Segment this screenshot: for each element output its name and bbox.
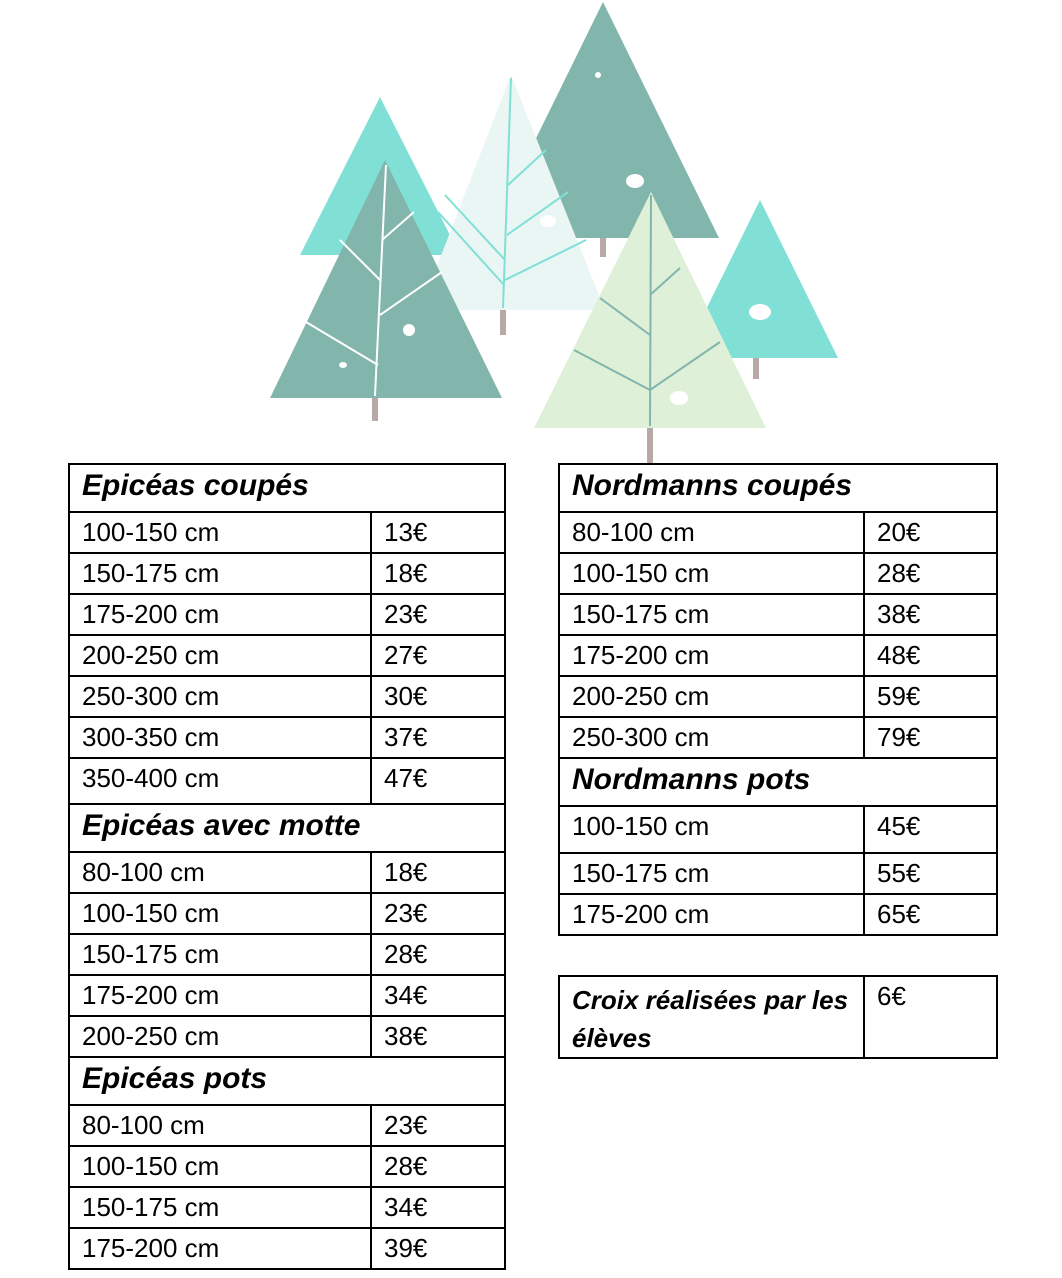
table-row xyxy=(69,934,505,975)
size-cell: 300-350 cm xyxy=(69,717,371,758)
table-row xyxy=(69,594,505,635)
size-cell: 150-175 cm xyxy=(69,553,371,594)
price-cell: 45€ xyxy=(864,806,997,853)
size-cell: 175-200 cm xyxy=(559,894,864,935)
price-cell: 18€ xyxy=(371,852,505,893)
size-cell: 350-400 cm xyxy=(69,758,371,804)
size-cell: 100-150 cm xyxy=(559,553,864,594)
price-cell: 34€ xyxy=(371,1187,505,1228)
price-cell: 28€ xyxy=(371,1146,505,1187)
croix-label: Croix réalisées par les élèves xyxy=(559,976,864,1058)
size-cell: 100-150 cm xyxy=(69,1146,371,1187)
size-cell: 150-175 cm xyxy=(69,934,371,975)
price-cell: 38€ xyxy=(864,594,997,635)
table-row xyxy=(69,635,505,676)
table-row xyxy=(69,1016,505,1057)
price-cell: 23€ xyxy=(371,1105,505,1146)
price-cell: 30€ xyxy=(371,676,505,717)
price-cell: 27€ xyxy=(371,635,505,676)
price-cell: 18€ xyxy=(371,553,505,594)
trees-illustration xyxy=(0,0,1062,470)
price-cell: 47€ xyxy=(371,758,505,804)
table-row xyxy=(69,512,505,553)
section-title-nordmanns-pots: Nordmanns pots xyxy=(559,758,997,806)
price-cell: 55€ xyxy=(864,853,997,894)
table-row xyxy=(69,975,505,1016)
croix-price-table xyxy=(558,975,998,1059)
table-row xyxy=(559,635,997,676)
price-cell: 38€ xyxy=(371,1016,505,1057)
table-row xyxy=(559,806,997,853)
size-cell: 100-150 cm xyxy=(69,512,371,553)
table-row xyxy=(559,553,997,594)
table-row xyxy=(559,717,997,758)
table-row xyxy=(69,553,505,594)
size-cell: 175-200 cm xyxy=(69,1228,371,1269)
size-cell: 200-250 cm xyxy=(69,1016,371,1057)
section-title-epiceas-avec-motte: Epicéas avec motte xyxy=(69,804,505,852)
table-row xyxy=(559,594,997,635)
price-cell: 20€ xyxy=(864,512,997,553)
price-cell: 79€ xyxy=(864,717,997,758)
price-cell: 13€ xyxy=(371,512,505,553)
size-cell: 175-200 cm xyxy=(69,975,371,1016)
table-row xyxy=(559,512,997,553)
price-cell: 59€ xyxy=(864,676,997,717)
section-title-nordmanns-coupes: Nordmanns coupés xyxy=(559,464,997,512)
size-cell: 100-150 cm xyxy=(69,893,371,934)
table-row xyxy=(69,852,505,893)
price-cell: 23€ xyxy=(371,893,505,934)
size-cell: 80-100 cm xyxy=(559,512,864,553)
size-cell: 150-175 cm xyxy=(559,594,864,635)
table-row xyxy=(559,894,997,935)
price-cell: 23€ xyxy=(371,594,505,635)
size-cell: 150-175 cm xyxy=(559,853,864,894)
price-cell: 37€ xyxy=(371,717,505,758)
table-row xyxy=(559,676,997,717)
price-cell: 65€ xyxy=(864,894,997,935)
size-cell: 200-250 cm xyxy=(69,635,371,676)
size-cell: 200-250 cm xyxy=(559,676,864,717)
size-cell: 100-150 cm xyxy=(559,806,864,853)
table-row xyxy=(69,758,505,804)
price-cell: 28€ xyxy=(864,553,997,594)
epiceas-price-table xyxy=(68,463,506,1270)
price-cell: 28€ xyxy=(371,934,505,975)
table-row xyxy=(69,1228,505,1269)
price-cell: 39€ xyxy=(371,1228,505,1269)
table-row xyxy=(559,976,997,1058)
table-row xyxy=(69,1146,505,1187)
size-cell: 80-100 cm xyxy=(69,852,371,893)
price-cell: 34€ xyxy=(371,975,505,1016)
table-row xyxy=(69,676,505,717)
table-row xyxy=(69,1105,505,1146)
size-cell: 175-200 cm xyxy=(69,594,371,635)
table-row xyxy=(69,717,505,758)
size-cell: 80-100 cm xyxy=(69,1105,371,1146)
table-row xyxy=(559,853,997,894)
size-cell: 250-300 cm xyxy=(559,717,864,758)
nordmanns-price-table xyxy=(558,463,998,936)
croix-price: 6€ xyxy=(864,976,997,1058)
section-title-epiceas-coupes: Epicéas coupés xyxy=(69,464,505,512)
size-cell: 150-175 cm xyxy=(69,1187,371,1228)
section-title-epiceas-pots: Epicéas pots xyxy=(69,1057,505,1105)
size-cell: 250-300 cm xyxy=(69,676,371,717)
table-row xyxy=(69,893,505,934)
size-cell: 175-200 cm xyxy=(559,635,864,676)
price-cell: 48€ xyxy=(864,635,997,676)
table-row xyxy=(69,1187,505,1228)
